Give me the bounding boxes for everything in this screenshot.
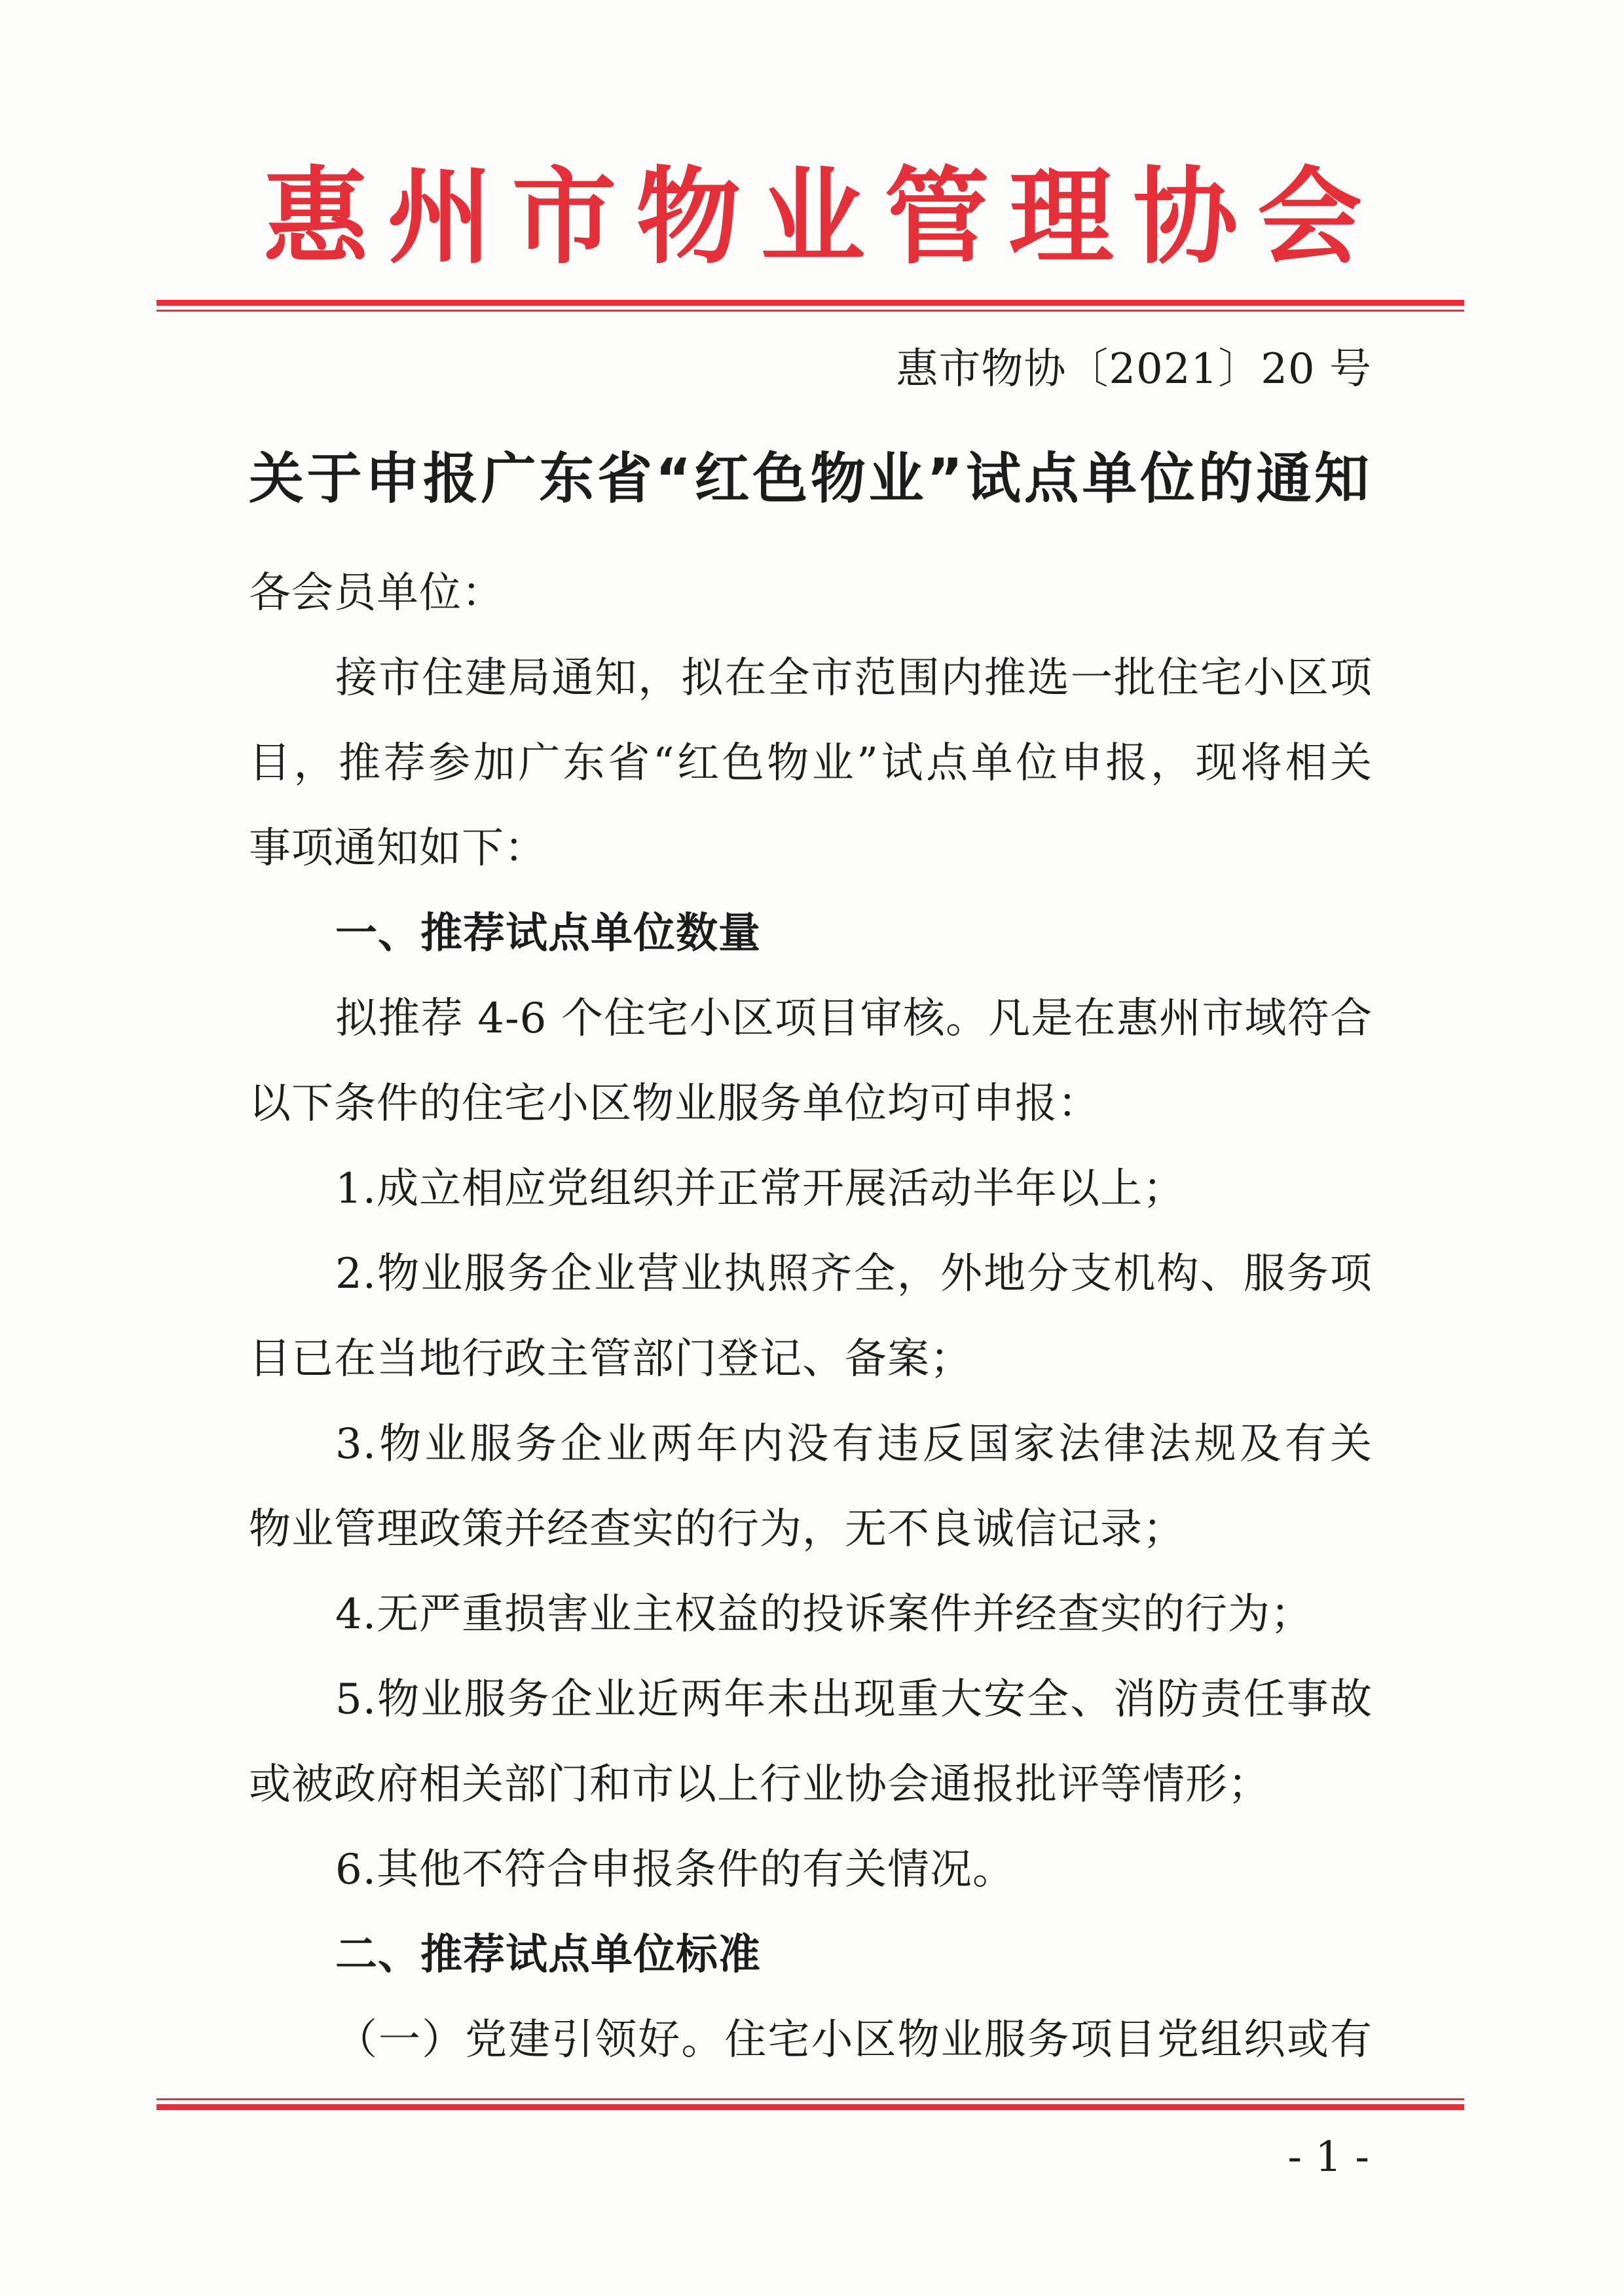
list-item [249, 1231, 1373, 1402]
list-item-line: （一）党建引领好。住宅小区物业服务项目党组织或有 [335, 2016, 1373, 2064]
section-1 [249, 891, 1373, 1912]
page-number: - 1 - [1287, 2133, 1369, 2181]
list-item-line: 4.无严重损害业主权益的投诉案件并经查实的行为； [335, 1590, 1314, 1639]
intro-line: 接市住建局通知，拟在全市范围内推选一批住宅小区项 [335, 654, 1373, 702]
footer-rule-thick [157, 2104, 1464, 2110]
intro-line: 目，推荐参加广东省“红色物业”试点单位申报，现将相关 [249, 739, 1373, 788]
list-item-line: 5.物业服务企业近两年未出现重大安全、消防责任事故 [335, 1675, 1373, 1724]
section-heading: 二、推荐试点单位标准 [335, 1931, 761, 1979]
list-item [249, 1402, 1373, 1572]
list-item [249, 1657, 1373, 1827]
intro-paragraph [249, 636, 1373, 891]
section-2 [249, 1912, 1373, 2083]
list-item-line: 物业管理政策并经查实的行为，无不良诚信记录； [249, 1505, 1185, 1554]
list-item-line: 1.成立相应党组织并正常开展活动半年以上； [335, 1165, 1186, 1213]
list-item-line: 6.其他不符合申报条件的有关情况。 [335, 1846, 1016, 1894]
paragraph-line: 以下条件的住宅小区物业服务单位均可申报： [249, 1080, 1100, 1128]
list-item-line: 目已在当地行政主管部门登记、备案； [249, 1335, 972, 1383]
section-heading: 一、推荐试点单位数量 [335, 909, 761, 958]
list-item [249, 1146, 1373, 1231]
salutation-paragraph [249, 551, 1373, 636]
list-item [249, 1997, 1373, 2083]
list-item-line: 或被政府相关部门和市以上行业协会通报批评等情形； [249, 1760, 1270, 1809]
list-item [249, 1827, 1373, 1912]
org-letterhead: 惠州市物业管理协会 [263, 158, 1362, 276]
document-number: 惠市物协〔2021〕20 号 [896, 345, 1372, 393]
list-item [249, 1572, 1373, 1657]
letterhead-rule-thick [157, 300, 1464, 306]
section-intro-paragraph [249, 976, 1373, 1146]
intro-line: 事项通知如下： [249, 824, 547, 873]
footer-rule-thin [157, 2098, 1464, 2100]
salutation: 各会员单位： [249, 569, 504, 617]
document-title: 关于申报广东省“红色物业”试点单位的通知 [249, 446, 1369, 511]
list-item-line: 2.物业服务企业营业执照齐全，外地分支机构、服务项 [335, 1250, 1373, 1298]
paragraph-line: 拟推荐 4-6 个住宅小区项目审核。凡是在惠州市域符合 [335, 994, 1373, 1043]
document-body [249, 551, 1373, 2083]
letterhead-rule-thin [157, 310, 1464, 312]
list-item-line: 3.物业服务企业两年内没有违反国家法律法规及有关 [335, 1420, 1373, 1468]
